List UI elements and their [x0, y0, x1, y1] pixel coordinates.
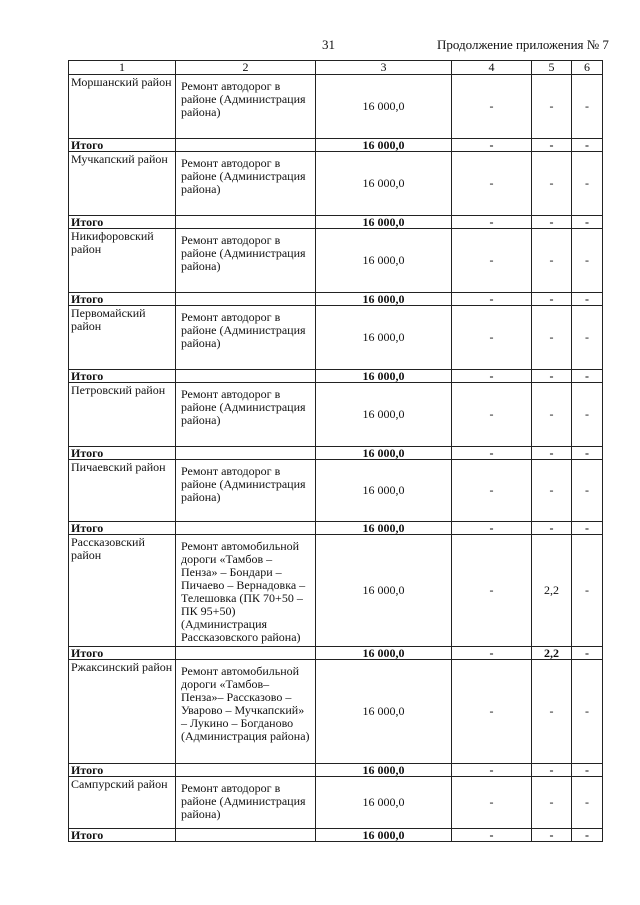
total-col6: -: [572, 139, 603, 152]
total-col5: -: [532, 139, 572, 152]
total-empty-cell: [176, 647, 316, 660]
total-col5: -: [532, 370, 572, 383]
total-col4: -: [452, 647, 532, 660]
column-number-row: [69, 61, 603, 75]
district-name: Мучкапский район: [69, 152, 176, 216]
total-amount: 16 000,0: [316, 764, 452, 777]
total-col5: -: [532, 216, 572, 229]
total-label: Итого: [69, 647, 176, 660]
total-label: Итого: [69, 829, 176, 842]
total-row: [69, 139, 603, 152]
total-empty-cell: [176, 216, 316, 229]
district-name: Рассказовский район: [69, 535, 176, 647]
total-col5: -: [532, 522, 572, 535]
col5-cell: -: [532, 229, 572, 293]
col6-cell: -: [572, 229, 603, 293]
total-label: Итого: [69, 522, 176, 535]
amount-cell: 16 000,0: [316, 535, 452, 647]
col4-cell: -: [452, 660, 532, 764]
total-amount: 16 000,0: [316, 829, 452, 842]
total-row: [69, 522, 603, 535]
col5-cell: 2,2: [532, 535, 572, 647]
amount-cell: 16 000,0: [316, 460, 452, 522]
col6-cell: -: [572, 152, 603, 216]
work-description: Ремонт автодорог в районе (Администрация района): [176, 229, 316, 293]
total-empty-cell: [176, 293, 316, 306]
work-description: Ремонт автомобильной дороги «Тамбов–Пенза»– Рассказово – Уварово – Мучкапский» – Лукино – Богданово (Администрация района): [176, 660, 316, 764]
table-row: [69, 777, 603, 829]
col5-cell: -: [532, 460, 572, 522]
total-amount: 16 000,0: [316, 216, 452, 229]
work-description: Ремонт автомобильной дороги «Тамбов – Пенза» – Бондари – Пичаево – Вернадовка – Телешовка (ПК 70+50 – ПК 95+50) (Администрация Рассказовского района): [176, 535, 316, 647]
table-row: [69, 229, 603, 293]
total-amount: 16 000,0: [316, 293, 452, 306]
page-number: 31: [322, 37, 335, 52]
total-col4: -: [452, 216, 532, 229]
total-empty-cell: [176, 447, 316, 460]
district-name: Петровский район: [69, 383, 176, 447]
amount-cell: 16 000,0: [316, 75, 452, 139]
total-col4: -: [452, 370, 532, 383]
total-row: [69, 293, 603, 306]
col4-cell: -: [452, 535, 532, 647]
total-col6: -: [572, 293, 603, 306]
amount-cell: 16 000,0: [316, 660, 452, 764]
col5-cell: -: [532, 75, 572, 139]
total-amount: 16 000,0: [316, 647, 452, 660]
column-number: 4: [452, 61, 532, 75]
table-row: [69, 306, 603, 370]
total-row: [69, 216, 603, 229]
table-row: [69, 460, 603, 522]
col5-cell: -: [532, 306, 572, 370]
appendix-note: Продолжение приложения № 7: [437, 37, 609, 52]
col6-cell: -: [572, 535, 603, 647]
col6-cell: -: [572, 777, 603, 829]
total-col4: -: [452, 447, 532, 460]
district-name: Пичаевский район: [69, 460, 176, 522]
total-amount: 16 000,0: [316, 370, 452, 383]
table-row: [69, 660, 603, 764]
col4-cell: -: [452, 75, 532, 139]
total-label: Итого: [69, 216, 176, 229]
district-name: Первомайский район: [69, 306, 176, 370]
col6-cell: -: [572, 75, 603, 139]
total-label: Итого: [69, 293, 176, 306]
total-col6: -: [572, 522, 603, 535]
total-row: [69, 829, 603, 842]
work-description: Ремонт автодорог в районе (Администрация района): [176, 75, 316, 139]
table-row: [69, 535, 603, 647]
district-name: Сампурский район: [69, 777, 176, 829]
work-description: Ремонт автодорог в районе (Администрация района): [176, 383, 316, 447]
col4-cell: -: [452, 229, 532, 293]
col4-cell: -: [452, 460, 532, 522]
total-label: Итого: [69, 370, 176, 383]
amount-cell: 16 000,0: [316, 306, 452, 370]
col5-cell: -: [532, 383, 572, 447]
column-number: 2: [176, 61, 316, 75]
total-col5: -: [532, 829, 572, 842]
total-row: [69, 764, 603, 777]
funding-table: [68, 60, 603, 842]
work-description: Ремонт автодорог в районе (Администрация района): [176, 306, 316, 370]
total-col6: -: [572, 216, 603, 229]
total-amount: 16 000,0: [316, 139, 452, 152]
total-empty-cell: [176, 764, 316, 777]
amount-cell: 16 000,0: [316, 383, 452, 447]
column-number: 1: [69, 61, 176, 75]
district-name: Моршанский район: [69, 75, 176, 139]
col6-cell: -: [572, 306, 603, 370]
total-col5: -: [532, 764, 572, 777]
total-col4: -: [452, 522, 532, 535]
col6-cell: -: [572, 660, 603, 764]
col6-cell: -: [572, 383, 603, 447]
total-row: [69, 370, 603, 383]
district-name: Никифоровский район: [69, 229, 176, 293]
amount-cell: 16 000,0: [316, 229, 452, 293]
total-col4: -: [452, 829, 532, 842]
total-col4: -: [452, 764, 532, 777]
total-col5: -: [532, 293, 572, 306]
work-description: Ремонт автодорог в районе (Администрация района): [176, 152, 316, 216]
work-description: Ремонт автодорог в районе (Администрация района): [176, 777, 316, 829]
total-empty-cell: [176, 370, 316, 383]
total-empty-cell: [176, 829, 316, 842]
district-name: Ржаксинский район: [69, 660, 176, 764]
col4-cell: -: [452, 306, 532, 370]
total-label: Итого: [69, 764, 176, 777]
column-number: 6: [572, 61, 603, 75]
table-row: [69, 152, 603, 216]
col5-cell: -: [532, 152, 572, 216]
col6-cell: -: [572, 460, 603, 522]
total-row: [69, 647, 603, 660]
table-row: [69, 383, 603, 447]
total-row: [69, 447, 603, 460]
col4-cell: -: [452, 777, 532, 829]
total-col4: -: [452, 293, 532, 306]
total-col6: -: [572, 764, 603, 777]
amount-cell: 16 000,0: [316, 777, 452, 829]
total-label: Итого: [69, 139, 176, 152]
col5-cell: -: [532, 777, 572, 829]
total-empty-cell: [176, 522, 316, 535]
col5-cell: -: [532, 660, 572, 764]
total-label: Итого: [69, 447, 176, 460]
work-description: Ремонт автодорог в районе (Администрация района): [176, 460, 316, 522]
amount-cell: 16 000,0: [316, 152, 452, 216]
total-col6: -: [572, 647, 603, 660]
total-amount: 16 000,0: [316, 522, 452, 535]
total-col5: 2,2: [532, 647, 572, 660]
column-number: 3: [316, 61, 452, 75]
col4-cell: -: [452, 152, 532, 216]
total-amount: 16 000,0: [316, 447, 452, 460]
total-col5: -: [532, 447, 572, 460]
column-number: 5: [532, 61, 572, 75]
total-col4: -: [452, 139, 532, 152]
total-col6: -: [572, 447, 603, 460]
total-col6: -: [572, 829, 603, 842]
col4-cell: -: [452, 383, 532, 447]
total-col6: -: [572, 370, 603, 383]
total-empty-cell: [176, 139, 316, 152]
table-row: [69, 75, 603, 139]
